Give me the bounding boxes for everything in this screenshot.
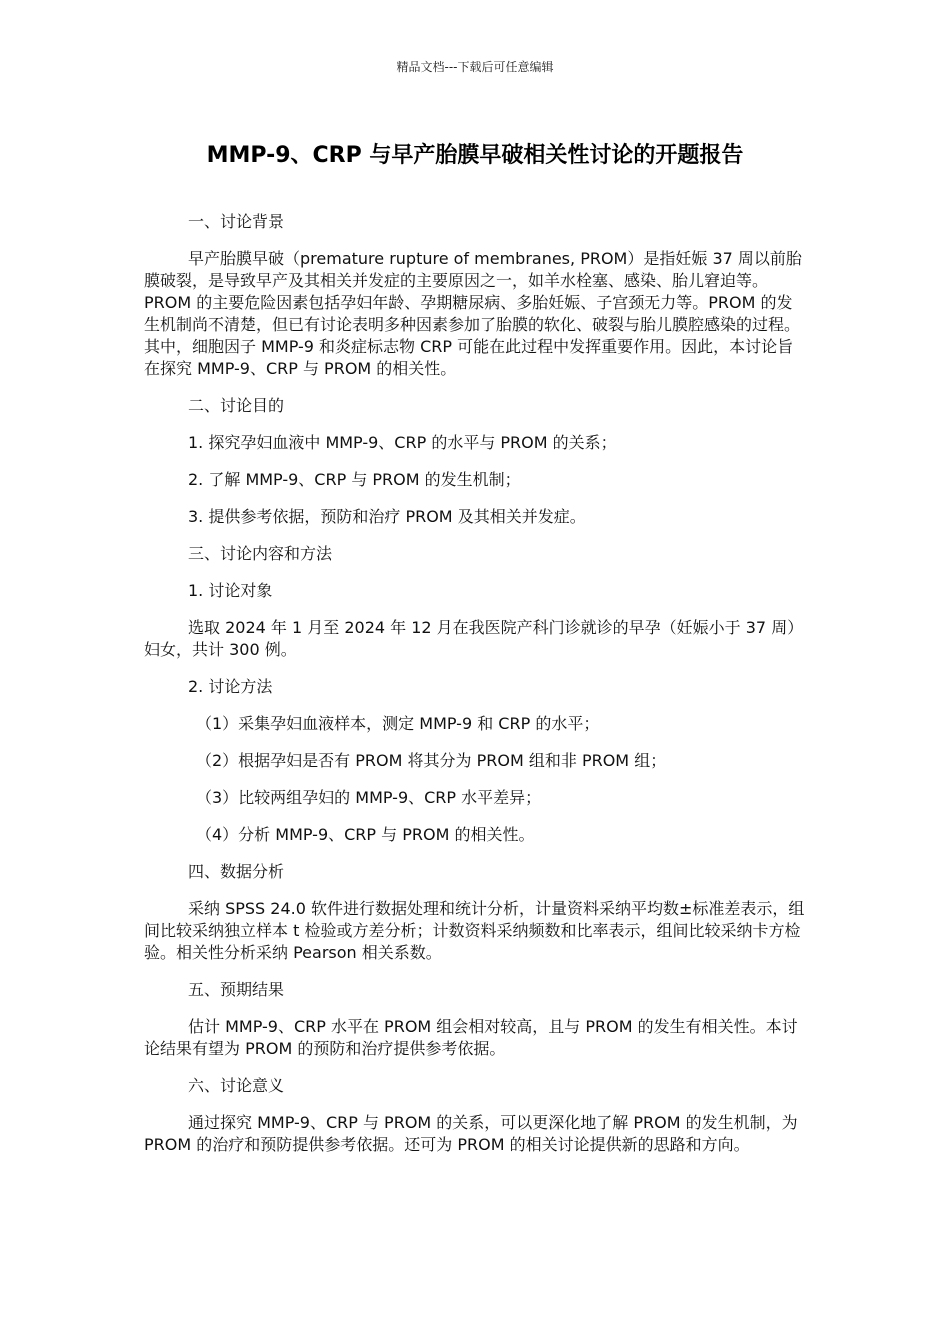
document-body [144, 211, 808, 1171]
expected-results-paragraph: 估计 MMP-9、CRP 水平在 PROM 组会相对较高，且与 PROM 的发生有相关性。本讨论结果有望为 PROM 的预防和治疗提供参考依据。 [144, 1017, 798, 1058]
significance-paragraph: 通过探究 MMP-9、CRP 与 PROM 的关系，可以更深化地了解 PROM 的发生机制，为 PROM 的治疗和预防提供参考依据。还可为 PROM 的相关讨论提供新的思路和方向。 [144, 1113, 798, 1154]
section-heading-background: 一、讨论背景 [188, 212, 285, 231]
method-step-4: （4）分析 MMP-9、CRP 与 PROM 的相关性。 [196, 825, 535, 844]
subjects-paragraph: 选取 2024 年 1 月至 2024 年 12 月在我医院产科门诊就诊的早孕（妊娠小于 37 周）妇女，共计 300 例。 [144, 618, 804, 659]
background-paragraph: 早产胎膜早破（premature rupture of membranes, PROM）是指妊娠 37 周以前胎膜破裂，是导致早产及其相关并发症的主要原因之一，如羊水栓塞、感染、胎儿窘迫等。PROM 的主要危险因素包括孕妇年龄、孕期糖尿病、多胎妊娠、子宫颈无力等。PROM 的发生机制尚不清楚，但已有讨论表明多种因素参加了胎膜的软化、破裂与胎儿膜腔感染的过程。其中，细胞因子 MMP-9 和炎症标志物 CRP 可能在此过程中发挥重要作用。因此，本讨论旨在探究 MMP-9、CRP 与 PROM 的相关性。 [144, 249, 802, 378]
method-step-3: （3）比较两组孕妇的 MMP-9、CRP 水平差异； [196, 788, 542, 807]
subheading-subjects: 1. 讨论对象 [188, 581, 273, 600]
subheading-methods: 2. 讨论方法 [188, 677, 273, 696]
method-step-1: （1）采集孕妇血液样本，测定 MMP-9 和 CRP 的水平； [196, 714, 600, 733]
section-heading-analysis: 四、数据分析 [188, 862, 285, 881]
purpose-item-2: 2. 了解 MMP-9、CRP 与 PROM 的发生机制； [188, 470, 521, 489]
section-heading-methods: 三、讨论内容和方法 [188, 544, 333, 563]
purpose-item-1: 1. 探究孕妇血液中 MMP-9、CRP 的水平与 PROM 的关系； [188, 433, 617, 452]
section-heading-expected-results: 五、预期结果 [188, 980, 285, 999]
section-heading-significance: 六、讨论意义 [188, 1076, 285, 1095]
method-step-2: （2）根据孕妇是否有 PROM 将其分为 PROM 组和非 PROM 组； [196, 751, 667, 770]
purpose-item-3: 3. 提供参考依据，预防和治疗 PROM 及其相关并发症。 [188, 507, 586, 526]
section-heading-purpose: 二、讨论目的 [188, 396, 285, 415]
document-title: MMP-9、CRP 与早产胎膜早破相关性讨论的开题报告 [206, 143, 744, 168]
header-note: 精品文档---下载后可任意编辑 [396, 60, 554, 74]
analysis-paragraph: 采纳 SPSS 24.0 软件进行数据处理和统计分析，计量资料采纳平均数±标准差表示，组间比较采纳独立样本 t 检验或方差分析；计数资料采纳频数和比率表示，组间比较采纳卡方检验。相关性分析采纳 Pearson 相关系数。 [144, 899, 805, 962]
